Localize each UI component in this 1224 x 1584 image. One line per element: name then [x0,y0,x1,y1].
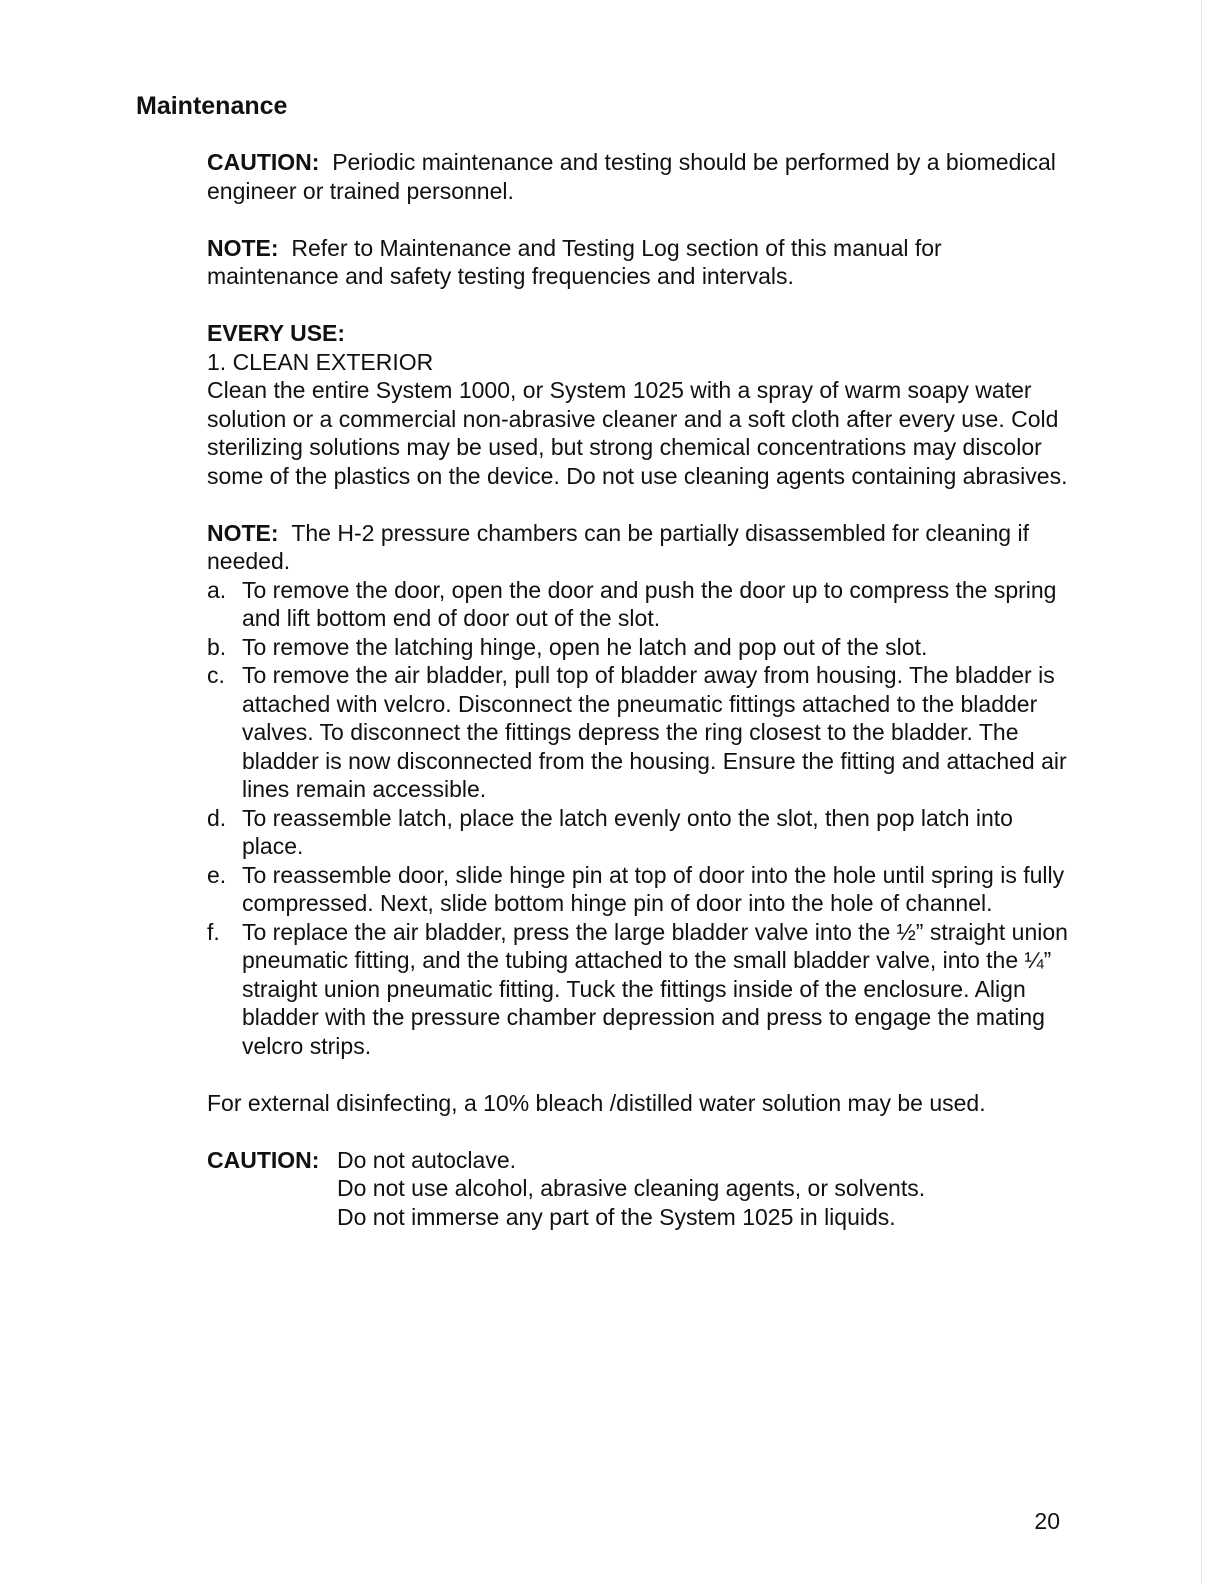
clean-exterior-text: Clean the entire System 1000, or System 1025 with a spray of warm soapy water solution or a commercial non-abrasive cleaner and a soft cloth after every use. Cold sterilizing solutions may be used, but strong chemical concentrations may discolor some of the plastics on the device. Do not use cleaning agents containing abrasives. [207,377,1068,489]
note-paragraph [207,234,1077,291]
page-number: 20 [1034,1508,1060,1534]
list-item [207,804,1077,861]
list-marker: e. [207,861,227,888]
list-item [207,576,1077,633]
list-item [207,918,1077,1061]
caution-text: Periodic maintenance and testing should be performed by a biomedical engineer or trained personnel. [207,149,1056,204]
every-use-section [207,319,1077,490]
caution-lines [337,1146,925,1232]
list-item-text: To reassemble latch, place the latch evenly onto the slot, then pop latch into place. [242,804,1013,859]
list-item-text: To remove the air bladder, pull top of bladder away from housing. The bladder is attached with velcro. Disconnect the pneumatic fittings attached to the bladder valves. To disconnect the fittings depress the ring closest to the bladder. The bladder is now disconnected from the housing. Ensure the fitting and attached air lines remain accessible. [242,662,1067,802]
list-marker: d. [207,804,227,831]
every-use-label: EVERY USE: [207,320,346,346]
list-item-text: To remove the latching hinge, open he latch and pop out of the slot. [242,633,928,660]
note-text: The H-2 pressure chambers can be partially disassembled for cleaning if needed. [207,519,1029,574]
list-item-text: To replace the air bladder, press the large bladder valve into the ½” straight union pneumatic fitting, and the tubing attached to the small bladder valve, into the ¼” straight union pneumatic fitting. Tuck the fittings inside of the enclosure. Align bladder with the pressure chamber depression and press to engage the mating velcro strips. [242,918,1068,1059]
disassembly-note [207,519,1077,576]
list-item-text: To remove the door, open the door and push the door up to compress the spring and lift bottom end of door out of the slot. [242,576,1057,631]
list-marker: b. [207,633,227,660]
list-item [207,633,1077,662]
caution-label: CAUTION: [207,1146,320,1173]
page-edge-line [1201,0,1202,1584]
clean-exterior-step: 1. CLEAN EXTERIOR [207,348,434,375]
list-item [207,861,1077,918]
list-item-text: To reassemble door, slide hinge pin at top of door into the hole until spring is fully compressed. Next, slide bottom hinge pin of door into the hole of channel. [242,861,1065,916]
page-title: Maintenance [136,92,288,120]
caution-paragraph [207,148,1077,205]
note-label: NOTE: [207,234,279,261]
caution-label: CAUTION: [207,149,320,175]
caution-line: Do not autoclave. [337,1146,517,1173]
caution-block [207,1146,1077,1232]
note-text: Refer to Maintenance and Testing Log section of this manual for maintenance and safety testing frequencies and intervals. [207,234,942,289]
disinfecting-paragraph: For external disinfecting, a 10% bleach /distilled water solution may be used. [207,1089,986,1116]
document-body [207,148,1077,1231]
disassembly-steps [207,576,1077,1061]
list-item [207,661,1077,804]
list-marker: c. [207,662,225,688]
caution-line: Do not use alcohol, abrasive cleaning agents, or solvents. [337,1175,926,1201]
note-label: NOTE: [207,519,279,546]
list-marker: a. [207,576,227,603]
list-marker: f. [207,918,220,945]
caution-line: Do not immerse any part of the System 1025 in liquids. [337,1203,896,1230]
